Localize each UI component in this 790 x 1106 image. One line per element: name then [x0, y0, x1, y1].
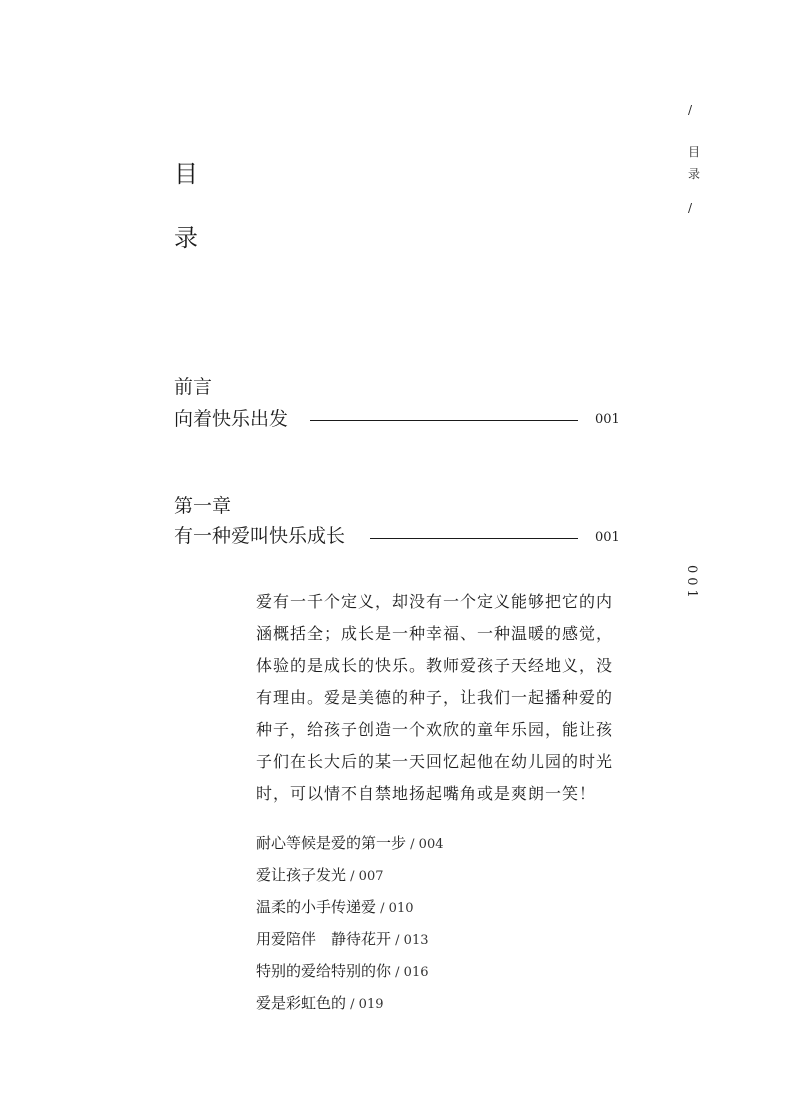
toc-entry-title: 温柔的小手传递爱	[256, 898, 377, 916]
toc-entry-separator: /	[346, 997, 359, 1012]
toc-entry-page: 013	[403, 933, 429, 948]
toc-entry-separator: /	[391, 965, 404, 980]
page-number: 001	[684, 565, 699, 602]
toc-entry-page: 004	[418, 837, 444, 852]
preface-leader-line	[310, 420, 578, 421]
toc-entry-separator: /	[406, 837, 419, 852]
toc-entry-title: 爱是彩虹色的	[256, 994, 347, 1012]
preface-label: 前言	[174, 376, 213, 398]
toc-entry-page: 010	[388, 901, 414, 916]
toc-entry[interactable]	[256, 924, 444, 956]
toc-entry-page: 007	[358, 869, 384, 884]
toc-title-char-1: 目	[174, 160, 198, 188]
toc-entry-separator: /	[346, 869, 359, 884]
chapter1-leader-line	[370, 538, 578, 539]
toc-title-char-2: 录	[174, 224, 198, 252]
chapter1-page-number: 001	[595, 530, 620, 545]
toc-entry-separator: /	[376, 901, 389, 916]
toc-entry-page: 016	[403, 965, 429, 980]
running-header-char-1: 目	[688, 145, 701, 159]
toc-entry[interactable]	[256, 956, 444, 988]
toc-entry[interactable]	[256, 860, 444, 892]
chapter1-title[interactable]: 有一种爱叫快乐成长	[174, 525, 346, 547]
preface-page-number: 001	[595, 412, 620, 427]
toc-entry-page: 019	[358, 997, 384, 1012]
toc-entry-title: 用爱陪伴 静待花开	[256, 930, 392, 948]
toc-entry-title: 爱让孩子发光	[256, 866, 347, 884]
running-header-slash-bottom: /	[688, 201, 693, 215]
toc-entry[interactable]	[256, 828, 444, 860]
running-header-slash-top: /	[688, 103, 693, 117]
toc-entry-title: 耐心等候是爱的第一步	[256, 834, 407, 852]
toc-entry[interactable]	[256, 892, 444, 924]
running-header-char-2: 录	[688, 167, 701, 181]
chapter1-intro-paragraph: 爱有一千个定义，却没有一个定义能够把它的内涵概括全；成长是一种幸福、一种温暖的感觉，体验的是成长的快乐。教师爱孩子天经地义，没有理由。爱是美德的种子，让我们一起播种爱的种子，给孩子创造一个欢欣的童年乐园，能让孩子们在长大后的某一天回忆起他在幼儿园的时光时，可以情不自禁地扬起嘴角或是爽朗一笑！	[256, 592, 614, 803]
preface-title[interactable]: 向着快乐出发	[174, 408, 289, 430]
toc-entry-separator: /	[391, 933, 404, 948]
toc-entry[interactable]	[256, 988, 444, 1020]
toc-entry-title: 特别的爱给特别的你	[256, 962, 392, 980]
chapter1-label: 第一章	[174, 495, 232, 517]
chapter1-entries-list	[256, 828, 444, 1020]
